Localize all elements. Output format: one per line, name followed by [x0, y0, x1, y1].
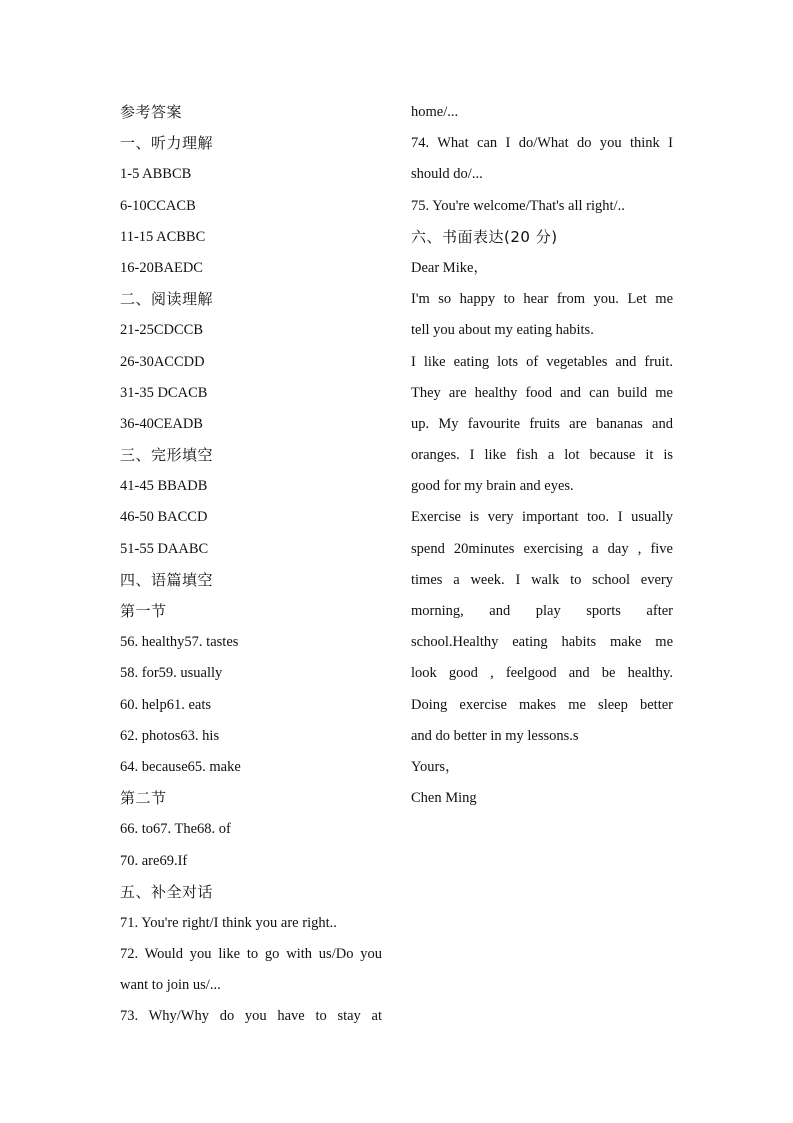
left-column: [120, 97, 382, 1033]
letter-closing: Yours，: [411, 758, 460, 775]
answer-line: 64. because65. make: [120, 758, 241, 775]
answer-line: 66. to67. The68. of: [120, 821, 231, 838]
right-column: [411, 97, 673, 814]
letter-line: I'm so happy to hear from you. Let me: [411, 291, 673, 308]
answer-line: 70. are69.If: [120, 852, 188, 869]
answer-line: 74. What can I do/What do you think I: [411, 135, 673, 152]
answer-line: 71. You're right/I think you are right..: [120, 914, 337, 931]
section-heading: 五、补全对话: [120, 882, 214, 901]
letter-signature: Chen Ming: [411, 790, 477, 807]
answer-line: 41-45 BBADB: [120, 478, 208, 495]
answer-line: 51-55 DAABC: [120, 540, 209, 557]
answer-line: 46-50 BACCD: [120, 509, 208, 526]
answer-line: 36-40CEADB: [120, 415, 203, 432]
answer-line: 62. photos63. his: [120, 727, 220, 744]
subsection-heading: 第二节: [120, 789, 167, 808]
letter-line: spend 20minutes exercising a day , five: [411, 540, 673, 557]
section-heading: 六、书面表达(20 分): [411, 227, 558, 246]
answer-line: 72. Would you like to go with us/Do you: [120, 946, 382, 963]
answer-line: 75. You're welcome/That's all right/..: [411, 197, 625, 214]
answer-line: home/...: [411, 104, 459, 120]
answer-line: 6-10CCACB: [120, 197, 196, 214]
letter-line: up. My favourite fruits are bananas and: [411, 415, 673, 432]
answer-line: 26-30ACCDD: [120, 353, 205, 370]
section-heading: 四、语篇填空: [120, 570, 214, 589]
letter-line: I like eating lots of vegetables and fruit.: [411, 353, 673, 370]
answer-line: 58. for59. usually: [120, 665, 223, 682]
answer-line: 21-25CDCCB: [120, 322, 203, 339]
letter-line: good for my brain and eyes.: [411, 478, 574, 495]
letter-greeting: Dear Mike，: [411, 259, 488, 276]
answer-line: should do/...: [411, 166, 483, 183]
answer-line: 16-20BAEDC: [120, 259, 203, 276]
answer-line: 1-5 ABBCB: [120, 166, 192, 183]
answer-key-title: 参考答案: [120, 103, 183, 121]
letter-line: Exercise is very important too. I usually: [411, 509, 673, 526]
letter-line: Doing exercise makes me sleep better: [411, 696, 673, 713]
letter-line: look good , feelgood and be healthy.: [411, 665, 673, 682]
answer-line: 73. Why/Why do you have to stay at: [120, 1008, 382, 1025]
subsection-heading: 第一节: [120, 602, 167, 620]
letter-line: They are healthy food and can build me: [411, 384, 673, 401]
answer-line: 11-15 ACBBC: [120, 228, 206, 245]
answer-line: 31-35 DCACB: [120, 384, 208, 401]
answer-line: want to join us/...: [120, 977, 221, 994]
answer-line: 60. help61. eats: [120, 696, 212, 713]
section-heading: 三、完形填空: [120, 446, 214, 465]
letter-line: oranges. I like fish a lot because it is: [411, 447, 673, 464]
section-heading: 一、听力理解: [120, 134, 214, 153]
letter-line: and do better in my lessons.s: [411, 727, 579, 744]
section-heading: 二、阅读理解: [120, 290, 214, 309]
letter-line: tell you about my eating habits.: [411, 322, 594, 339]
answer-line: 56. healthy57. tastes: [120, 634, 239, 651]
letter-line: morning, and play sports after: [411, 603, 673, 619]
letter-line: times a week. I walk to school every: [411, 571, 673, 588]
letter-line: school.Healthy eating habits make me: [411, 634, 673, 651]
